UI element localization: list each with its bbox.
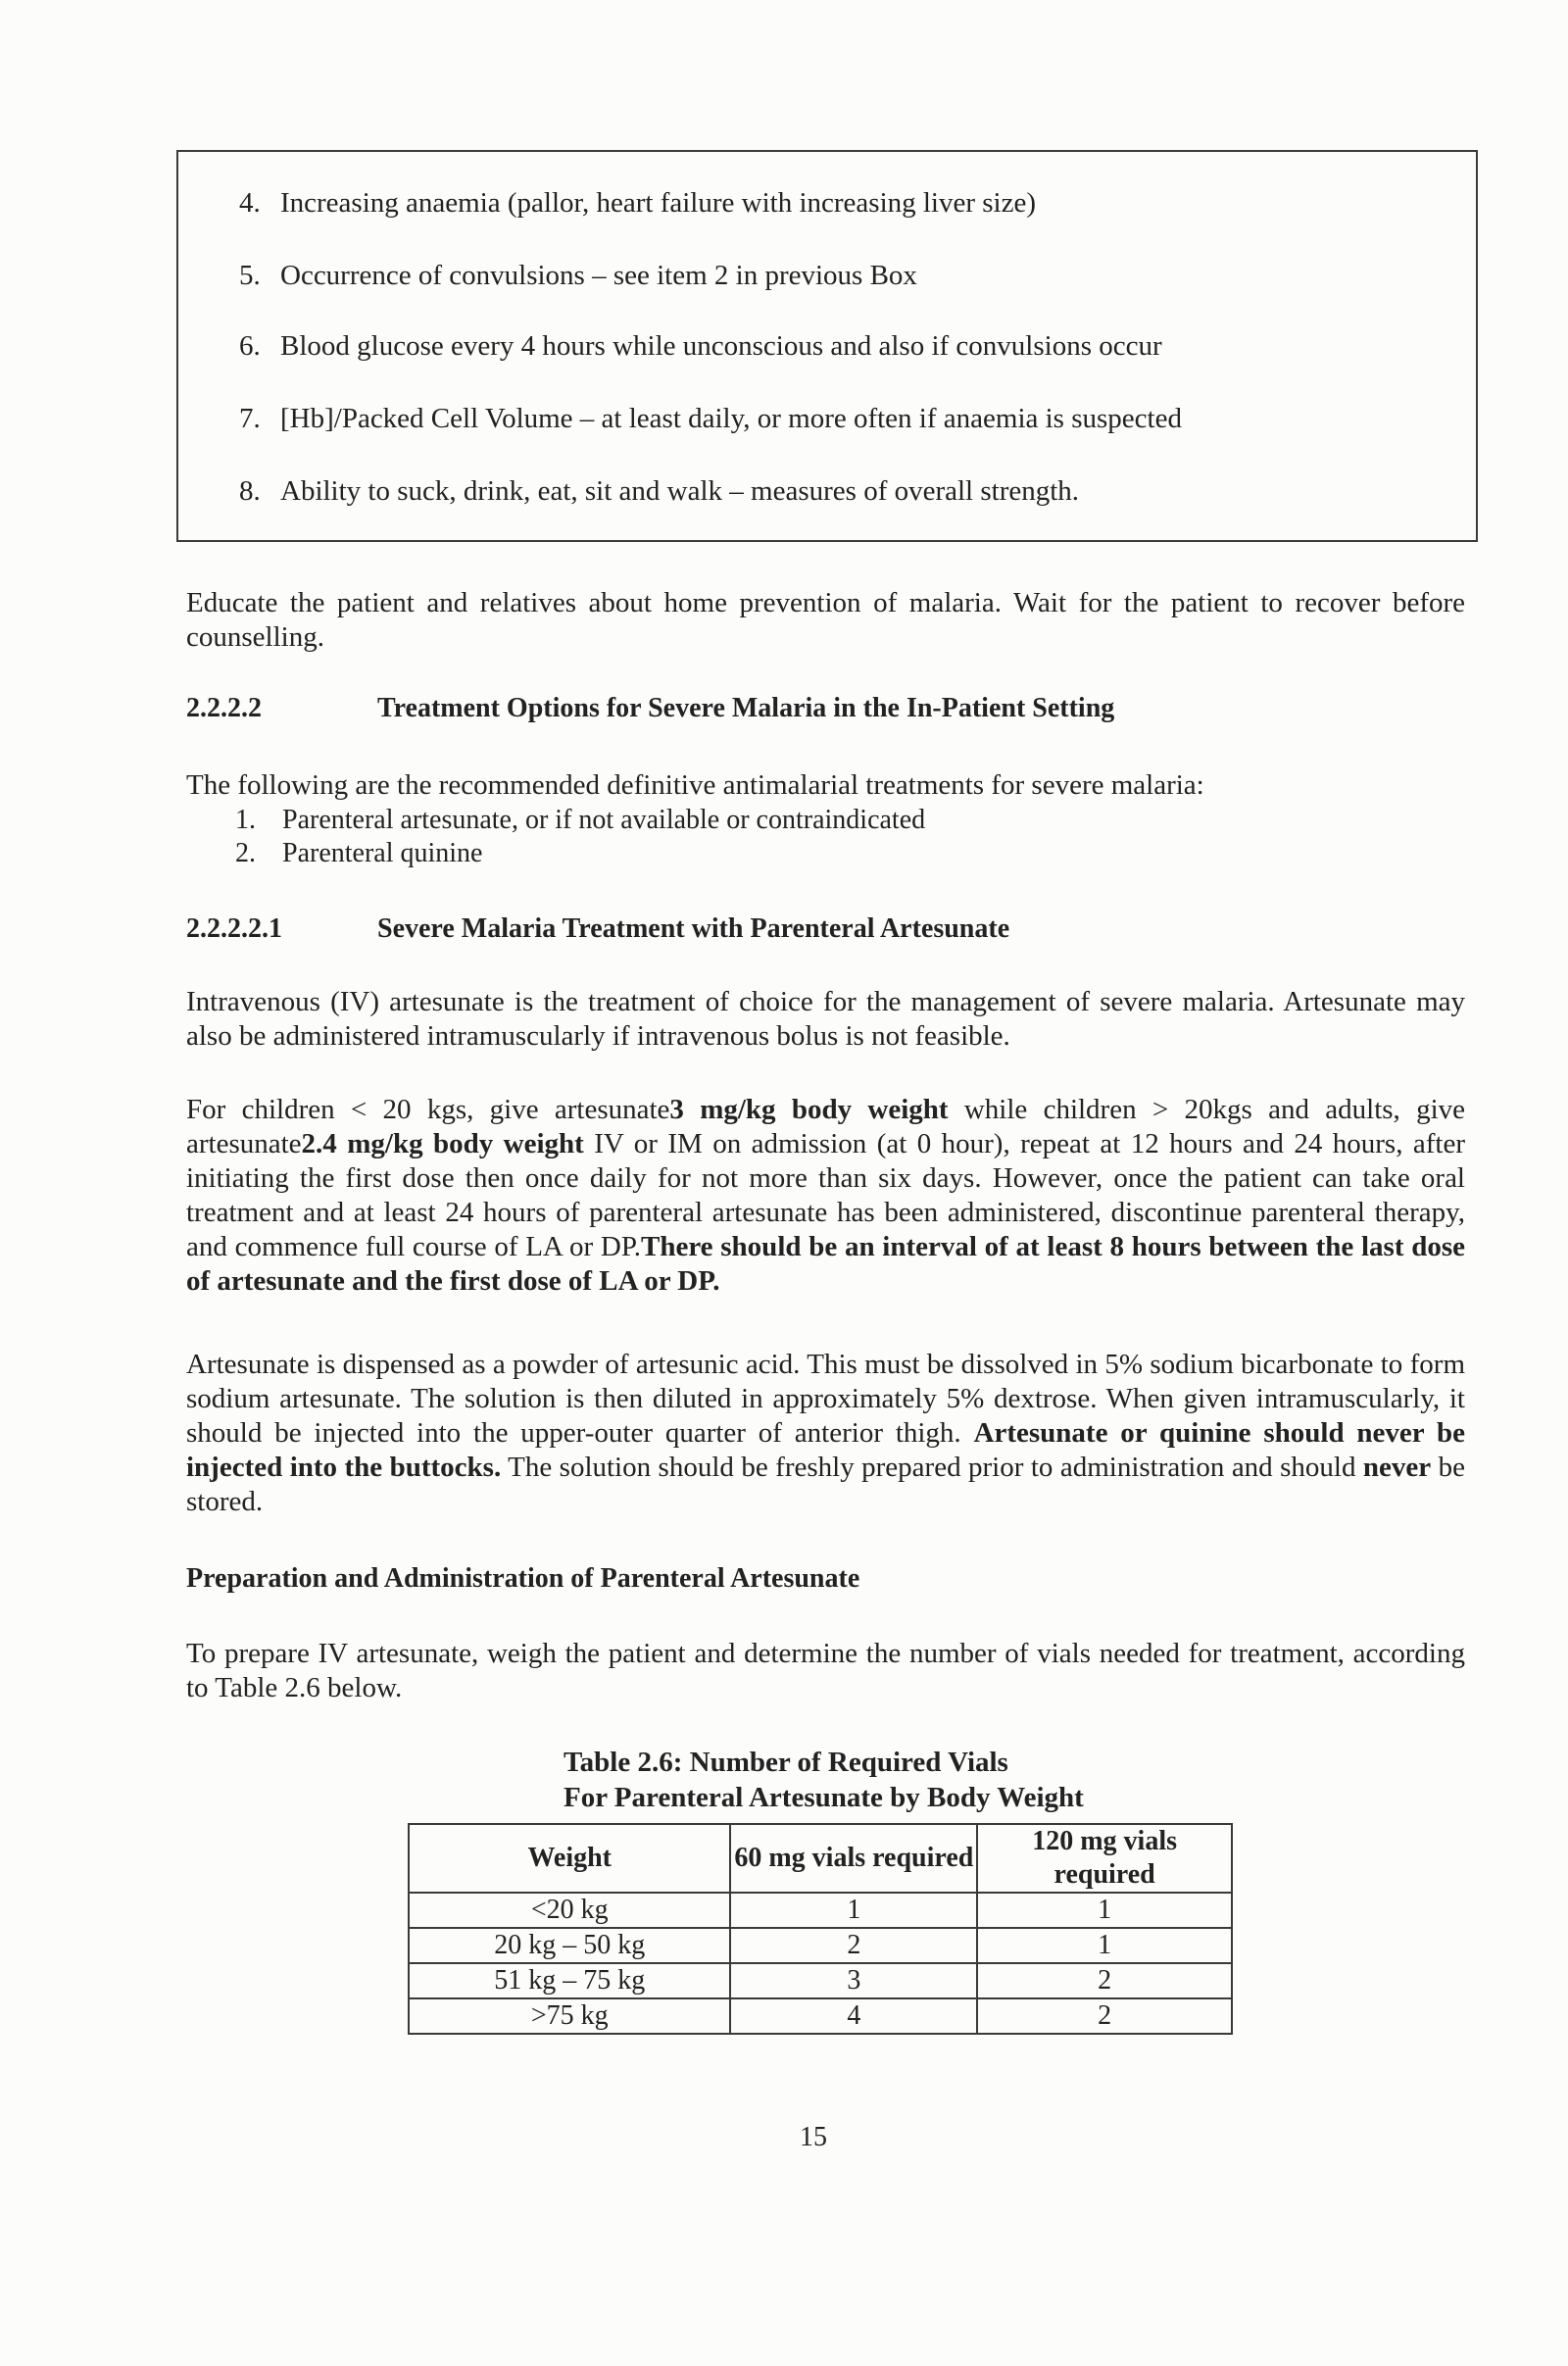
cell-weight: <20 kg (409, 1893, 730, 1928)
dosing-adult-dose: 2.4 mg/kg body weight (301, 1128, 584, 1159)
table-row (409, 1998, 1232, 2034)
cell-60mg: 2 (730, 1928, 977, 1963)
options-list-item (235, 804, 925, 837)
list-text: [Hb]/Packed Cell Volume – at least daily, or more often if anaemia is suspected (280, 403, 1182, 434)
list-number: 6. (239, 330, 261, 362)
vials-table (408, 1823, 1233, 2035)
list-number: 4. (239, 187, 261, 219)
powder-text: Artesunate is dispensed as a powder of artesunic acid. This must be dissolved in 5% sodium bicarbonate to form sodium artesunate. The solution is then diluted in approximately 5% dextrose. When given intramuscularly, it should be injected into the upper-outer quarter of anterior thigh. (186, 1349, 1465, 1449)
options-intro: The following are the recommended definitive antimalarial treatments for severe malaria: (186, 769, 1204, 801)
box-list-item (239, 328, 1162, 364)
table-row (409, 1963, 1232, 1998)
cell-weight: >75 kg (409, 1998, 730, 2034)
page-number: 15 (800, 2122, 827, 2152)
powder-paragraph (186, 1348, 1465, 1519)
list-number: 2. (235, 838, 256, 868)
iv-artesunate-paragraph: Intravenous (IV) artesunate is the treatment of choice for the management of severe malaria. Artesunate may also be administered intramuscularly if intravenous bolus is not feasible. (186, 986, 1465, 1052)
cell-weight: 51 kg – 75 kg (409, 1963, 730, 1998)
never-emphasis: never (1362, 1452, 1432, 1483)
dosing-text: while children > 20kgs and adults, give artesunate (186, 1094, 1466, 1159)
box-list-item (239, 185, 1036, 221)
prep-heading: Preparation and Administration of Parenteral Artesunate (186, 1563, 860, 1594)
list-number: 1. (235, 805, 256, 835)
options-list-item (235, 837, 482, 870)
cell-60mg: 4 (730, 1998, 977, 2034)
list-number: 8. (239, 475, 261, 507)
dosing-text: IV or IM on admission (at 0 hour), repeat at 12 hours and 24 hours, after initiating the first dose then once daily for not more than six days. However, once the patient can take oral treatment and at least 24 hours of parenteral artesunate has been administered, discontinue parenteral therapy, and commence full course of LA or DP. (186, 1128, 1465, 1262)
box-list-item (239, 401, 1182, 436)
box-list-item (239, 473, 1079, 509)
list-text: Parenteral quinine (282, 838, 483, 868)
prep-paragraph: To prepare IV artesunate, weigh the patient and determine the number of vials needed for treatment, according to Table 2.6 below. (186, 1638, 1465, 1703)
dosing-interval-note: There should be an interval of at least 8 hours between the last dose of artesunate and the first dose of LA or DP. (186, 1231, 1465, 1297)
section-heading-22221 (186, 913, 1009, 945)
cell-60mg: 1 (730, 1893, 977, 1928)
cell-120mg: 1 (977, 1893, 1232, 1928)
section-title: Severe Malaria Treatment with Parenteral Artesunate (377, 913, 1010, 944)
dosing-text: For children < 20 kgs, give artesunate (186, 1094, 670, 1125)
table-caption-line1: Table 2.6: Number of Required Vials (564, 1747, 1008, 1778)
cell-120mg: 2 (977, 1963, 1232, 1998)
powder-text: be stored. (186, 1452, 1465, 1517)
section-title: Treatment Options for Severe Malaria in the In-Patient Setting (377, 693, 1115, 723)
monitoring-box (176, 150, 1478, 542)
dosing-paragraph (186, 1093, 1465, 1299)
list-text: Increasing anaemia (pallor, heart failure with increasing liver size) (280, 187, 1037, 219)
table-caption-line2: For Parenteral Artesunate by Body Weight (564, 1782, 1084, 1813)
cell-120mg: 1 (977, 1928, 1232, 1963)
list-text: Blood glucose every 4 hours while unconscious and also if convulsions occur (280, 330, 1162, 362)
buttocks-warning: Artesunate or quinine should never be injected into the buttocks. (186, 1417, 1466, 1483)
list-text: Parenteral artesunate, or if not available or contraindicated (282, 805, 926, 835)
powder-text: The solution should be freshly prepared prior to administration and should (501, 1452, 1363, 1483)
section-number: 2.2.2.2.1 (186, 913, 282, 944)
cell-weight: 20 kg – 50 kg (409, 1928, 730, 1963)
header-weight: Weight (409, 1824, 730, 1893)
section-heading-2222 (186, 693, 1114, 724)
header-120mg: 120 mg vials required (977, 1824, 1232, 1893)
section-number: 2.2.2.2 (186, 693, 262, 723)
educate-paragraph: Educate the patient and relatives about home prevention of malaria. Wait for the patient to recover before counselling. (186, 587, 1465, 653)
list-number: 7. (239, 403, 261, 434)
list-number: 5. (239, 260, 261, 291)
table-header-row (409, 1824, 1232, 1893)
table-row (409, 1893, 1232, 1928)
cell-60mg: 3 (730, 1963, 977, 1998)
dosing-children-dose: 3 mg/kg body weight (669, 1094, 949, 1125)
list-text: Ability to suck, drink, eat, sit and walk – measures of overall strength. (280, 475, 1080, 507)
table-row (409, 1928, 1232, 1963)
list-text: Occurrence of convulsions – see item 2 in previous Box (280, 260, 917, 291)
header-60mg: 60 mg vials required (730, 1824, 977, 1893)
cell-120mg: 2 (977, 1998, 1232, 2034)
box-list-item (239, 258, 917, 293)
